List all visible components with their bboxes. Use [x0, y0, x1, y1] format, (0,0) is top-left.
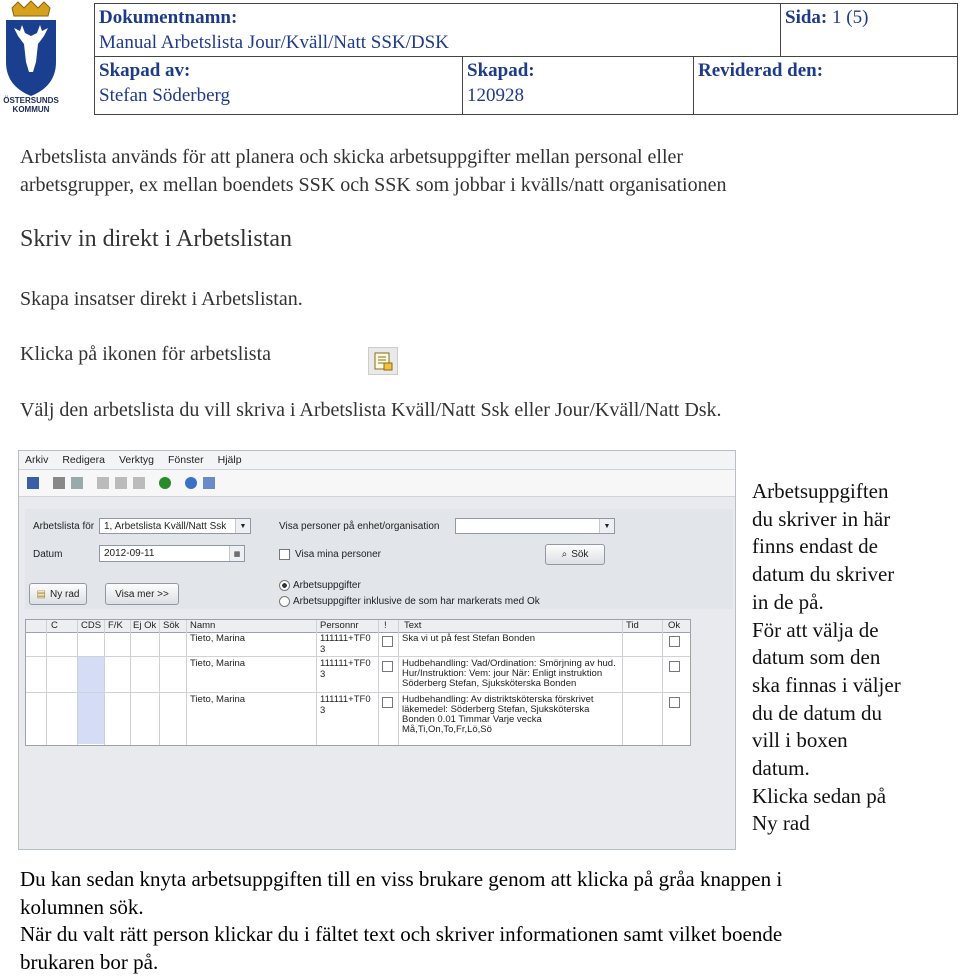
col-ok: Ok	[668, 620, 681, 631]
new-row-button[interactable]	[29, 583, 87, 605]
show-mine-checkbox[interactable]	[279, 549, 290, 560]
side-note-line: datum.	[752, 756, 810, 781]
col-ejok: Ej Ok	[133, 620, 157, 631]
row-pnr: 111111+TF0	[320, 694, 371, 705]
section-heading: Skriv in direkt i Arbetslistan	[20, 226, 292, 252]
row-text-line[interactable]: Ska vi ut på fest Stefan Bonden	[402, 633, 536, 644]
row-text-line[interactable]: Bonden 0.01 Timmar Varje vecka	[402, 714, 542, 725]
menu-hjalp[interactable]: Hjälp	[217, 454, 242, 466]
row-text-line[interactable]: Hudbehandling: Vad/Ordination: Smörjning av hud.	[402, 658, 616, 669]
row-flag-checkbox[interactable]	[382, 636, 393, 647]
side-note-line: Ny rad	[752, 811, 810, 836]
side-note	[752, 478, 957, 838]
list-select[interactable]	[99, 518, 251, 534]
bottom-line: brukaren bor på.	[20, 949, 159, 974]
print-icon[interactable]	[53, 477, 65, 489]
date-field[interactable]	[99, 545, 245, 562]
row-name: Tieto, Marina	[190, 633, 246, 644]
table-row[interactable]	[26, 657, 690, 693]
row-ok-checkbox[interactable]	[669, 636, 680, 647]
row-pnr-suffix: 3	[320, 705, 326, 716]
side-note-line: Arbetsuppgiften	[752, 479, 889, 503]
menu-arkiv[interactable]: Arkiv	[25, 454, 49, 466]
side-note-line: vill i boxen	[752, 728, 848, 753]
page-cell	[781, 4, 958, 57]
side-note-line: datum du skriver	[752, 562, 895, 587]
row-text-line[interactable]: Hur/Instruktion: Vem: jour När: Enligt instruktion	[402, 668, 603, 679]
row-ok-checkbox[interactable]	[669, 661, 680, 672]
side-note-line: datum som den	[752, 645, 881, 670]
info-icon[interactable]	[159, 477, 171, 489]
document-name-label: Dokumentnamn:	[99, 7, 238, 28]
intro-line: Arbetslista används för att planera och skicka arbetsuppgifter mellan personal eller	[20, 146, 684, 168]
help-icon[interactable]	[185, 477, 197, 489]
row-name: Tieto, Marina	[190, 694, 246, 705]
radio-tasks-label: Arbetsuppgifter	[293, 580, 361, 591]
page-label: Sida:	[785, 7, 828, 28]
worklist-grid	[25, 619, 691, 746]
kommun-logo	[0, 0, 62, 118]
organisation-select[interactable]	[455, 518, 615, 534]
bottom-paragraph	[20, 866, 950, 976]
application-screenshot	[18, 450, 736, 850]
document-header	[94, 3, 958, 115]
document-name: Manual Arbetslista Jour/Kväll/Natt SSK/DSK	[99, 32, 449, 53]
side-note-line: Klicka sedan på	[752, 783, 887, 808]
worklist-icon	[368, 347, 398, 375]
col-namn: Namn	[190, 620, 216, 631]
row-text-line[interactable]: Söderberg Stefan, Sjuksköterska Bonden	[402, 678, 577, 689]
col-tid: Tid	[626, 620, 639, 631]
radio-tasks-incl-ok-label: Arbetsuppgifter inklusive de som har markerats med Ok	[293, 596, 540, 607]
page-value: 1 (5)	[832, 7, 869, 28]
menu-redigera[interactable]: Redigera	[62, 454, 105, 466]
col-personnr: Personnr	[320, 620, 359, 631]
create-paragraph: Skapa insatser direkt i Arbetslistan.	[20, 288, 303, 310]
col-text: Text	[404, 620, 422, 631]
side-note-line: du de datum du	[752, 700, 883, 725]
chevron-down-icon: ▼	[235, 519, 250, 533]
row-text-line[interactable]: Hudbehandling: Av distriktsköterska förskrivet	[402, 694, 594, 705]
menu-fonster[interactable]: Fönster	[168, 454, 204, 466]
date-value: 2012-09-11	[104, 548, 155, 559]
bottom-line: När du valt rätt person klickar du i fältet text och skriver informationen samt vilket boende	[20, 922, 783, 946]
search-button-label: Sök	[571, 549, 589, 560]
bottom-line: Du kan sedan knyta arbetsuppgiften till en viss brukare genom att klicka på gråa knappen i	[20, 867, 783, 891]
created-date: 120928	[467, 85, 524, 106]
created-by: Stefan Söderberg	[99, 85, 231, 106]
created-by-label: Skapad av:	[99, 60, 191, 81]
col-fk: F/K	[108, 620, 123, 631]
copy-icon[interactable]	[115, 477, 127, 489]
revised-cell	[694, 57, 958, 115]
search-icon: ⌕	[561, 549, 568, 560]
col-sok: Sök	[163, 620, 180, 631]
col-flag: !	[384, 620, 387, 631]
side-note-line: ska finnas i väljer	[752, 672, 901, 697]
toolbar	[19, 470, 735, 497]
row-pnr: 111111+TF0	[320, 633, 371, 644]
choose-paragraph: Välj den arbetslista du vill skriva i Arbetslista Kväll/Natt Ssk eller Jour/Kväll/Natt Dsk.	[20, 399, 722, 421]
col-c: C	[51, 620, 58, 631]
context-help-icon[interactable]	[203, 477, 215, 489]
side-note-line: För att välja de	[752, 617, 879, 642]
logo-text: ÖSTERSUNDS KOMMUN	[3, 96, 59, 114]
click-paragraph: Klicka på ikonen för arbetslista	[20, 343, 272, 365]
bottom-line: kolumnen sök.	[20, 894, 144, 919]
col-cds: CDS	[81, 620, 102, 631]
table-row[interactable]	[26, 632, 690, 657]
paste-icon[interactable]	[133, 477, 145, 489]
radio-tasks[interactable]	[279, 580, 290, 591]
show-people-label: Visa personer på enhet/organisation	[279, 521, 440, 532]
side-note-line: du skriver in här	[752, 506, 891, 531]
menu-verktyg[interactable]: Verktyg	[118, 454, 154, 466]
new-row-icon: ▤	[36, 588, 46, 600]
table-row[interactable]	[26, 693, 690, 741]
calendar-icon[interactable]: ▦	[229, 546, 244, 561]
row-pnr-suffix: 3	[320, 644, 326, 655]
row-flag-checkbox[interactable]	[382, 661, 393, 672]
save-icon[interactable]	[27, 477, 39, 489]
row-text-line[interactable]: Må,Ti,On,To,Fr,Lö,Sö	[402, 724, 492, 735]
row-text-line[interactable]: läkemedel: Söderberg Stefan, Sjuksköterska	[402, 704, 590, 715]
chevron-down-icon: ▼	[599, 519, 614, 533]
side-note-line: finns endast de	[752, 534, 878, 559]
row-pnr: 111111+TF0	[320, 658, 371, 669]
row-pnr-suffix: 3	[320, 669, 326, 680]
row-flag-checkbox[interactable]	[382, 697, 393, 708]
intro-line: arbetsgrupper, ex mellan boendets SSK och SSK som jobbar i kvälls/natt organisationen	[20, 174, 727, 196]
list-label: Arbetslista för	[33, 521, 95, 532]
intro-paragraph	[20, 143, 727, 199]
show-more-button[interactable]	[105, 583, 179, 605]
find-icon[interactable]	[71, 477, 83, 489]
cut-icon[interactable]	[97, 477, 109, 489]
side-note-line: in de på.	[752, 589, 824, 614]
row-name: Tieto, Marina	[190, 658, 246, 669]
revised-label: Reviderad den:	[698, 60, 824, 81]
row-ok-checkbox[interactable]	[669, 697, 680, 708]
show-mine-label: Visa mina personer	[295, 549, 381, 560]
filter-panel	[25, 509, 733, 609]
show-more-label: Visa mer >>	[115, 588, 169, 600]
created-label: Skapad:	[467, 60, 535, 81]
created-by-cell	[95, 57, 463, 115]
new-row-label: Ny rad	[50, 588, 80, 600]
menu-bar	[19, 451, 736, 470]
list-select-value: 1, Arbetslista Kväll/Natt Ssk	[104, 520, 227, 532]
document-name-cell	[95, 4, 781, 57]
search-button[interactable]	[545, 544, 605, 565]
created-cell	[463, 57, 694, 115]
date-label: Datum	[33, 549, 63, 560]
radio-tasks-incl-ok[interactable]	[279, 596, 290, 607]
